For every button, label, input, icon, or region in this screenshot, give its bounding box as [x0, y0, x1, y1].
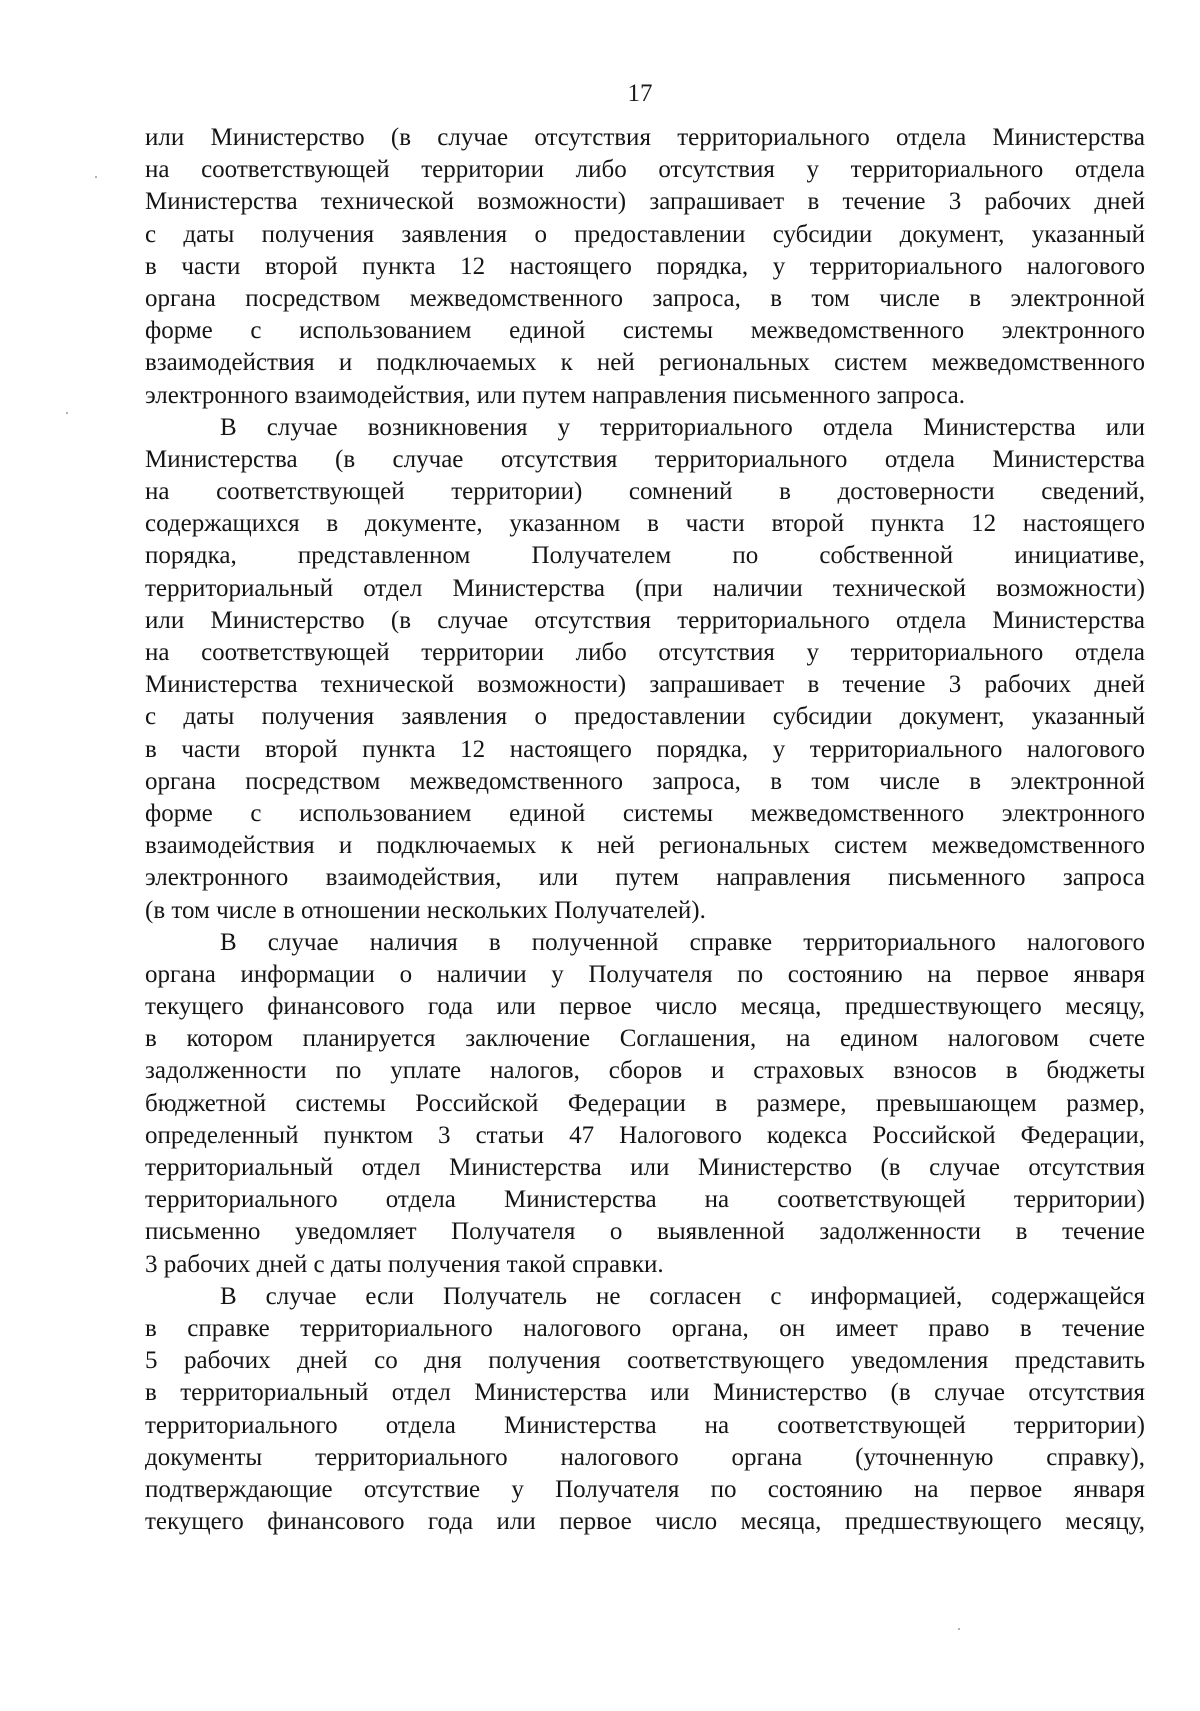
text-line: 3 рабочих дней с даты получения такой справки.: [145, 1250, 664, 1278]
text-line: Министерства технической возможности) запрашивает в течение 3 рабочих дней: [145, 188, 1145, 216]
paragraph-first-line: В случае если Получатель не согласен с информацией, содержащейся: [220, 1282, 1145, 1310]
scan-speck: [66, 412, 68, 414]
text-line: с даты получения заявления о предоставлении субсидии документ, указанный: [145, 703, 1145, 731]
text-line: или Министерство (в случае отсутствия территориального отдела Министерства: [145, 606, 1145, 634]
text-line: (в том числе в отношении нескольких Получателей).: [145, 896, 706, 924]
text-line: письменно уведомляет Получателя о выявленной задолженности в течение: [145, 1218, 1145, 1246]
text-line: электронного взаимодействия, или путем направления письменного запроса.: [145, 381, 966, 409]
text-line: форме с использованием единой системы межведомственного электронного: [145, 317, 1145, 345]
text-line: определенный пунктом 3 статьи 47 Налогового кодекса Российской Федерации,: [145, 1121, 1145, 1149]
paragraph-first-line: В случае возникновения у территориального отдела Министерства или: [220, 413, 1145, 441]
text-line: на соответствующей территории либо отсутствия у территориального отдела: [145, 639, 1145, 666]
text-line: документы территориального налогового органа (уточненную справку),: [145, 1443, 1145, 1471]
document-body: [145, 122, 1145, 1538]
text-line: задолженности по уплате налогов, сборов и страховых взносов в бюджеты: [145, 1057, 1145, 1085]
text-line: в котором планируется заключение Соглашения, на едином налоговом счете: [145, 1025, 1145, 1053]
text-line: электронного взаимодействия, или путем направления письменного запроса: [145, 864, 1145, 892]
text-line: в справке территориального налогового органа, он имеет право в течение: [145, 1314, 1145, 1342]
text-line: органа посредством межведомственного запроса, в том числе в электронной: [145, 284, 1145, 312]
text-line: взаимодействия и подключаемых к ней региональных систем межведомственного: [145, 349, 1145, 377]
text-line: в части второй пункта 12 настоящего порядка, у территориального налогового: [145, 252, 1145, 280]
text-line: в территориальный отдел Министерства или Министерство (в случае отсутствия: [145, 1379, 1145, 1407]
text-line: или Министерство (в случае отсутствия территориального отдела Министерства: [145, 124, 1145, 151]
scan-speck: [95, 176, 97, 178]
text-line: Министерства технической возможности) запрашивает в течение 3 рабочих дней: [145, 671, 1145, 699]
text-line: взаимодействия и подключаемых к ней региональных систем межведомственного: [145, 832, 1145, 860]
text-line: территориальный отдел Министерства (при наличии технической возможности): [145, 574, 1145, 602]
text-line: форме с использованием единой системы межведомственного электронного: [145, 799, 1145, 827]
text-line: на соответствующей территории либо отсутствия у территориального отдела: [145, 156, 1145, 184]
text-line: территориального отдела Министерства на соответствующей территории): [145, 1186, 1145, 1214]
text-line: органа посредством межведомственного запроса, в том числе в электронной: [145, 767, 1145, 795]
text-line: 5 рабочих дней со дня получения соответствующего уведомления представить: [145, 1347, 1145, 1375]
text-line: подтверждающие отсутствие у Получателя по состоянию на первое января: [145, 1475, 1145, 1503]
text-line: Министерства (в случае отсутствия территориального отдела Министерства: [145, 445, 1145, 473]
text-line: органа информации о наличии у Получателя по состоянию на первое января: [145, 960, 1145, 988]
text-line: на соответствующей территории) сомнений в достоверности сведений,: [145, 478, 1145, 506]
text-line: содержащихся в документе, указанном в части второй пункта 12 настоящего: [145, 510, 1145, 538]
paragraph-first-line: В случае наличия в полученной справке территориального налогового: [220, 928, 1145, 956]
scan-speck: [958, 1628, 960, 1630]
text-line: с даты получения заявления о предоставлении субсидии документ, указанный: [145, 220, 1145, 248]
text-line: в части второй пункта 12 настоящего порядка, у территориального налогового: [145, 735, 1145, 763]
text-line: территориальный отдел Министерства или Министерство (в случае отсутствия: [145, 1154, 1145, 1181]
text-line: территориального отдела Министерства на соответствующей территории): [145, 1411, 1145, 1439]
text-line: порядка, представленном Получателем по собственной инициативе,: [145, 542, 1145, 570]
text-line: текущего финансового года или первое число месяца, предшествующего месяцу,: [145, 1508, 1145, 1536]
page-number: 17: [627, 80, 653, 107]
text-line: бюджетной системы Российской Федерации в размере, превышающем размер,: [145, 1089, 1145, 1117]
text-line: текущего финансового года или первое число месяца, предшествующего месяцу,: [145, 993, 1145, 1021]
